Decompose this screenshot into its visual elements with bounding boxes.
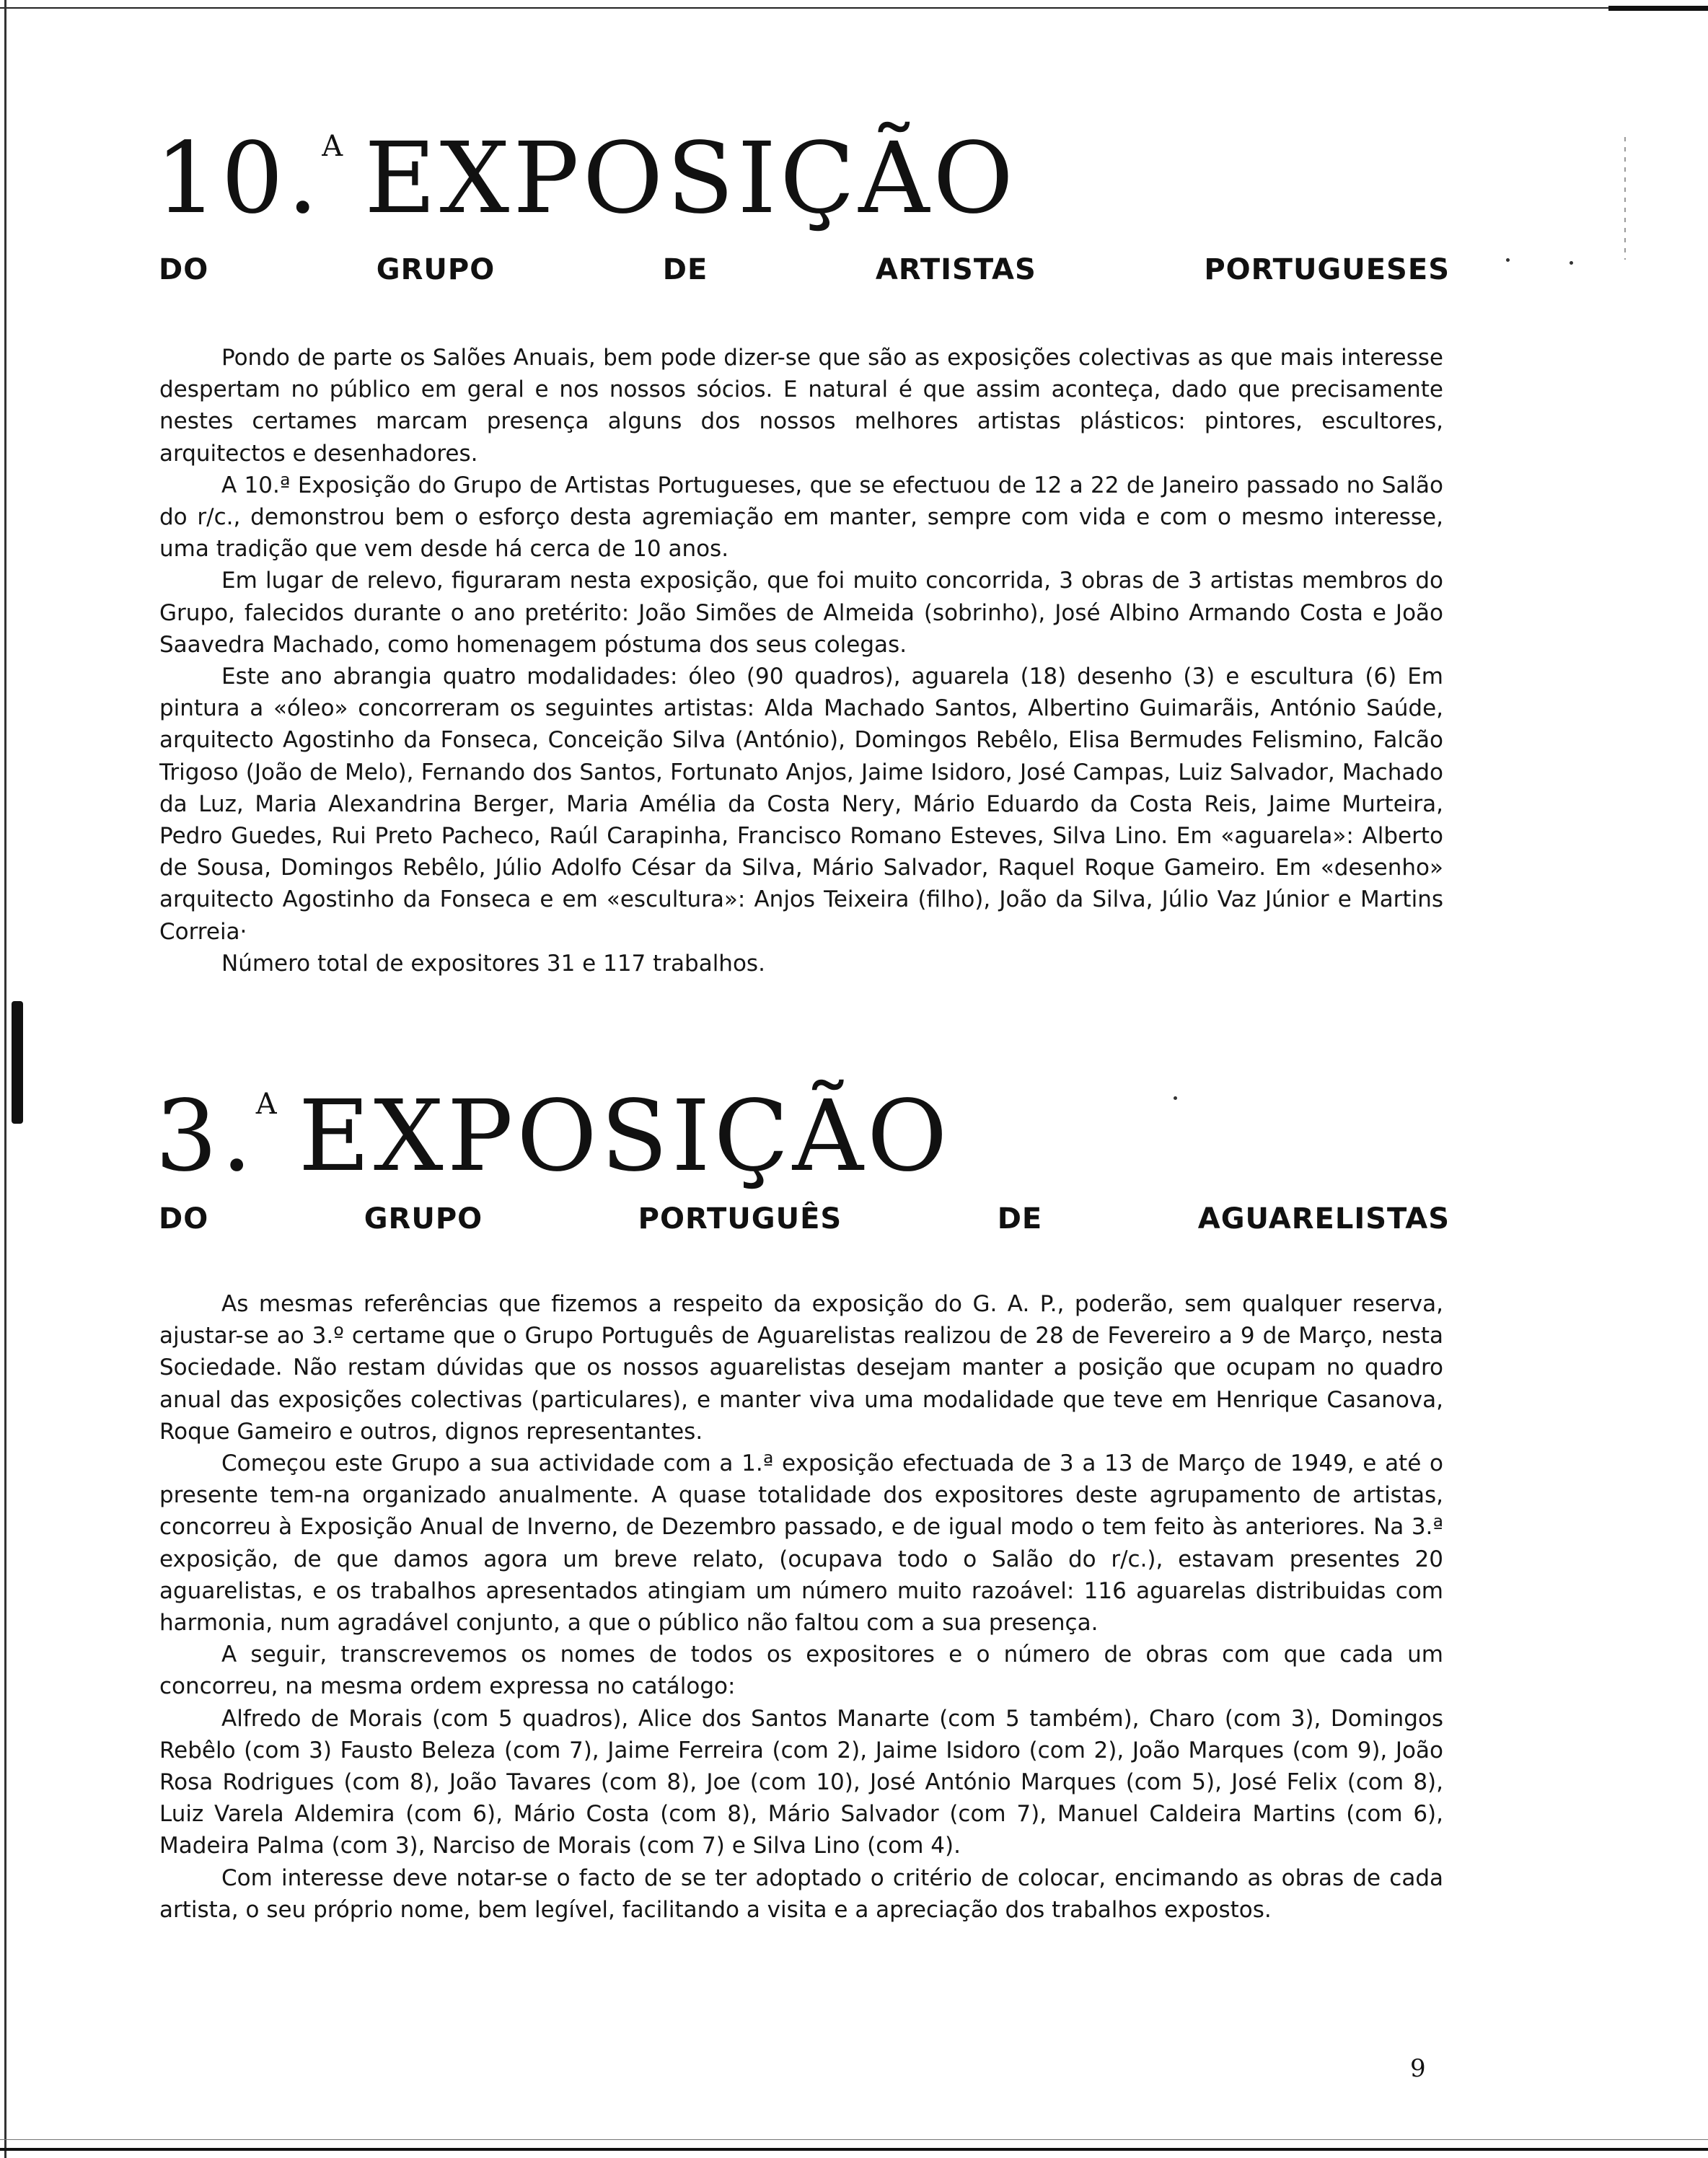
section1-paragraph: Número total de expositores 31 e 117 trabalhos. (221, 950, 765, 977)
section2-subtitle: DO GRUPO PORTUGUÊS DE AGUARELISTAS (159, 1202, 1450, 1236)
section2-paragraph: Com interesse deve notar-se o facto de se ter adoptado o critério de colocar, encimando as obras de cada artista, o seu próprio nome, bem legível, facilitando a visita e a apreciação dos trabalhos expostos. (159, 1864, 1443, 1923)
section2-number: 3. (155, 1080, 256, 1194)
section1-paragraph: A 10.ª Exposição do Grupo de Artistas Portugueses, que se efectuou de 12 a 22 de Janeiro passado no Salão do r/c., demonstrou bem o esforço desta agremiação em manter, sempre com vida e com o mesmo interesse, uma tradição que vem desde há cerca de 10 anos. (159, 472, 1443, 563)
section2-title-word: EXPOSIÇÃO (298, 1080, 951, 1194)
section1-title (155, 122, 1017, 236)
binding-mark (12, 1001, 23, 1124)
section1-paragraph: Pondo de parte os Salões Anuais, bem pode dizer-se que são as exposições colectivas as que mais interesse despertam no público em geral e nos nossos sócios. E natural é que assim aconteça, dado que precisamente nestes certames marcam presença alguns dos nossos melhores artistas plásticos: pintores, escultores, arquitectos e desenhadores. (159, 345, 1443, 467)
section1-number: 10. (155, 122, 322, 236)
scan-speck (1570, 261, 1573, 265)
section1-superscript: A (322, 130, 343, 163)
section2-body (159, 1288, 1443, 1926)
section2-paragraph: A seguir, transcrevemos os nomes de todos os expositores e o número de obras com que cada um concorreu, na mesma ordem expressa no catálogo: (159, 1642, 1443, 1700)
bottom-thin-rule (0, 2139, 1708, 2140)
section1-body (159, 342, 1443, 979)
section2-paragraph: As mesmas referências que fizemos a respeito da exposição do G. A. P., poderão, sem qualquer reserva, ajustar-se ao 3.º certame que o Grupo Português de Aguarelistas realizou de 28 de Fevereiro a 9 de Março, nesta Sociedade. Não restam dúvidas que os nossos aguarelistas desejam manter a posição que ocupam no quadro anual das exposições colectivas (particulares), e manter viva uma modalidade que teve em Henrique Casanova, Roque Gameiro e outros, dignos representantes. (159, 1291, 1443, 1445)
page-number: 9 (1410, 2054, 1426, 2083)
section1-title-word: EXPOSIÇÃO (364, 122, 1017, 236)
section1-subtitle: DO GRUPO DE ARTISTAS PORTUGUESES (159, 253, 1450, 286)
left-edge-rule (4, 0, 6, 2158)
section2-title (155, 1080, 951, 1194)
section1-paragraph: Este ano abrangia quatro modalidades: óleo (90 quadros), aguarela (18) desenho (3) e escultura (6) Em pintura a «óleo» concorreram os seguintes artistas: Alda Machado Santos, Albertino Guimarãis, António Saúde, arquitecto Agostinho da Fonseca, Conceição Silva (António), Domingos Rebêlo, Elisa Bermudes Felismino, Falcão Trigoso (João de Melo), Fernando dos Santos, Fortunato Anjos, Jaime Isidoro, José Campas, Luiz Salvador, Machado da Luz, Maria Alexandrina Berger, Maria Amélia da Costa Nery, Mário Eduardo da Costa Reis, Jaime Murteira, Pedro Guedes, Rui Preto Pacheco, Raúl Carapinha, Francisco Romano Esteves, Silva Lino. Em «aguarela»: Alberto de Sousa, Domingos Rebêlo, Júlio Adolfo César da Silva, Mário Salvador, Raquel Roque Gameiro. Em «desenho» arquitecto Agostinho da Fonseca e em «escultura»: Anjos Teixeira (filho), João da Silva, Júlio Vaz Júnior e Martins Correia· (159, 664, 1443, 945)
section2-paragraph: Começou este Grupo a sua actividade com a 1.ª exposição efectuada de 3 a 13 de Março de 1949, e até o presente tem-na organizado anualmente. A quase totalidade dos expositores deste agrupamento de artistas, concorreu à Exposição Anual de Inverno, de Dezembro passado, e de igual modo o tem feito às anteriores. Na 3.ª exposição, de que damos agora um breve relato, (ocupava todo o Salão do r/c.), estavam presentes 20 aguarelistas, e os trabalhos apresentados atingiam um número muito razoável: 116 aguarelas distribuidas com harmonia, num agradável conjunto, a que o público não faltou com a sua presença. (159, 1450, 1443, 1637)
section2-superscript: A (255, 1088, 277, 1121)
top-rule (0, 7, 1708, 9)
section1-paragraph: Em lugar de relevo, figuraram nesta exposição, que foi muito concorrida, 3 obras de 3 artistas membros do Grupo, falecidos durante o ano pretérito: João Simões de Almeida (sobrinho), José Albino Armando Costa e João Saavedra Machado, como homenagem póstuma dos seus colegas. (159, 568, 1443, 658)
scan-speck-line (1624, 137, 1626, 260)
scan-speck (1506, 258, 1510, 262)
bottom-rule (0, 2148, 1708, 2151)
scan-speck (1174, 1096, 1177, 1100)
top-right-rule (1608, 6, 1708, 11)
section2-paragraph: Alfredo de Morais (com 5 quadros), Alice dos Santos Manarte (com 5 também), Charo (com 3), Domingos Rebêlo (com 3) Fausto Beleza (com 7), Jaime Ferreira (com 2), Jaime Isidoro (com 2), João Marques (com 9), João Rosa Rodrigues (com 8), João Tavares (com 8), Joe (com 10), José António Marques (com 5), José Felix (com 8), Luiz Varela Aldemira (com 6), Mário Costa (com 8), Mário Salvador (com 7), Manuel Caldeira Martins (com 6), Madeira Palma (com 3), Narciso de Morais (com 7) e Silva Lino (com 4). (159, 1705, 1443, 1859)
